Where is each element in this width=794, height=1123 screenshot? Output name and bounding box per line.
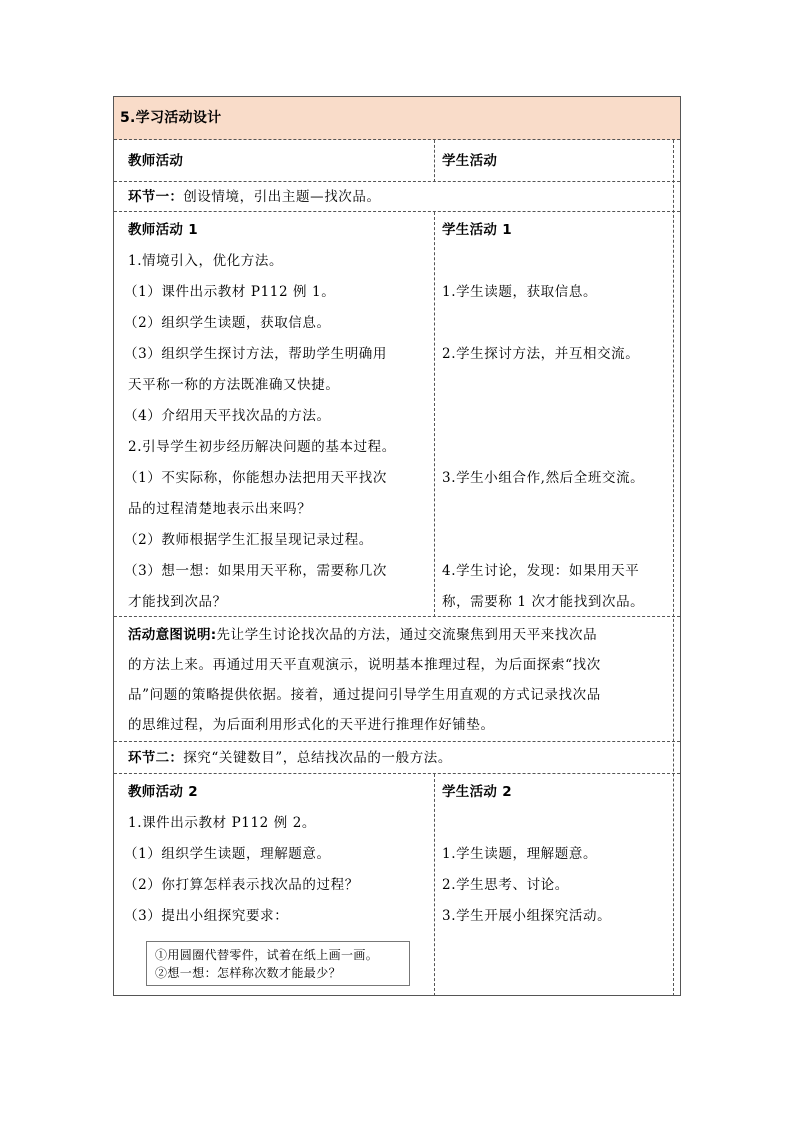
teacher1-line: 1.情境引入，优化方法。 [128,253,284,269]
intent-label: 活动意图说明: [128,627,217,643]
teacher1-line: （1）课件出示教材 P112 例 1。 [124,284,336,300]
group-requirement-box [146,941,410,986]
teacher1-line: 才能找到次品？ [128,594,227,610]
student-activity-1-title: 学生活动 1 [442,222,512,238]
stage-two-text: 环节二：探究“关键数目”，总结找次品的一般方法。 [128,750,453,766]
requirement-item: ①用圆圈代替零件，试着在纸上画一画。 [155,948,379,962]
col-student-header: 学生活动 [442,153,498,169]
intent-line: 的方法上来。再通过用天平直观演示，说明基本推理过程，为后面探索“找次 [128,657,601,673]
teacher1-line: （2）教师根据学生汇报呈现记录过程。 [124,532,373,548]
student1-item: 4.学生讨论，发现：如果用天平 [442,563,640,579]
teacher2-line: （1）组织学生读题，理解题意。 [124,846,331,862]
intent-line: 的思维过程，为后面利用形式化的天平进行推理作好铺垫。 [128,717,495,733]
activity-intent-row [114,617,680,742]
intent-line [128,627,597,643]
student-activity-2-title: 学生活动 2 [442,784,512,800]
stage-two-body: 探究“关键数目”，总结找次品的一般方法。 [183,750,453,766]
requirement-item: ②想一想：怎样称次数才能最少？ [155,966,342,980]
column-divider [434,774,435,996]
teacher-activity-2-title: 教师活动 2 [128,784,198,800]
student2-item: 1.学生读题，理解题意。 [442,846,598,862]
stage-one-row [114,182,680,212]
teacher-activity-1-title: 教师活动 1 [128,222,198,238]
activity-one-row [114,212,680,617]
section-title: 5.学习活动设计 [120,110,222,126]
teacher1-line: 品的过程清楚地表示出来吗？ [128,501,312,517]
student2-item: 3.学生开展小组探究活动。 [442,908,612,924]
teacher1-line: （3）想一想：如果用天平称，需要称几次 [124,563,387,579]
student1-item: 3.学生小组合作,然后全班交流。 [442,470,645,486]
student1-item: 1.学生读题，获取信息。 [442,284,598,300]
teacher1-line: 天平称一称的方法既准确又快捷。 [128,377,340,393]
teacher1-line: （2）组织学生读题，获取信息。 [124,315,331,331]
column-divider [434,212,435,617]
teacher2-line: （3）提出小组探究要求： [124,908,289,924]
stage-two-row [114,742,680,774]
column-header-row [114,140,680,182]
intent-line: 品”问题的策略提供依据。接着，通过提问引导学生用直观的方式记录找次品 [128,687,601,703]
student2-item: 2.学生思考、讨论。 [442,877,569,893]
activity-design-table [113,96,681,996]
right-divider [673,140,674,996]
intent-text: 先让学生讨论找次品的方法，通过交流聚焦到用天平来找次品 [216,627,598,643]
column-divider [434,140,435,182]
teacher2-line: 1.课件出示教材 P112 例 2。 [128,815,316,831]
student1-item: 2.学生探讨方法，并互相交流。 [442,346,640,362]
col-teacher-header: 教师活动 [128,153,184,169]
student1-item: 称，需要称 1 次才能找到次品。 [442,594,645,610]
teacher2-line: （2）你打算怎样表示找次品的过程？ [124,877,359,893]
teacher1-line: （3）组织学生探讨方法，帮助学生明确用 [124,346,387,362]
stage-one-text: 环节一：创设情境，引出主题—找次品。 [128,189,381,205]
stage-one-body: 创设情境，引出主题—找次品。 [183,189,381,205]
section-header [114,97,680,140]
teacher1-line: 2.引导学生初步经历解决问题的基本过程。 [128,439,396,455]
teacher1-line: （4）介绍用天平找次品的方法。 [124,408,331,424]
teacher1-line: （1）不实际称，你能想办法把用天平找次 [124,470,387,486]
